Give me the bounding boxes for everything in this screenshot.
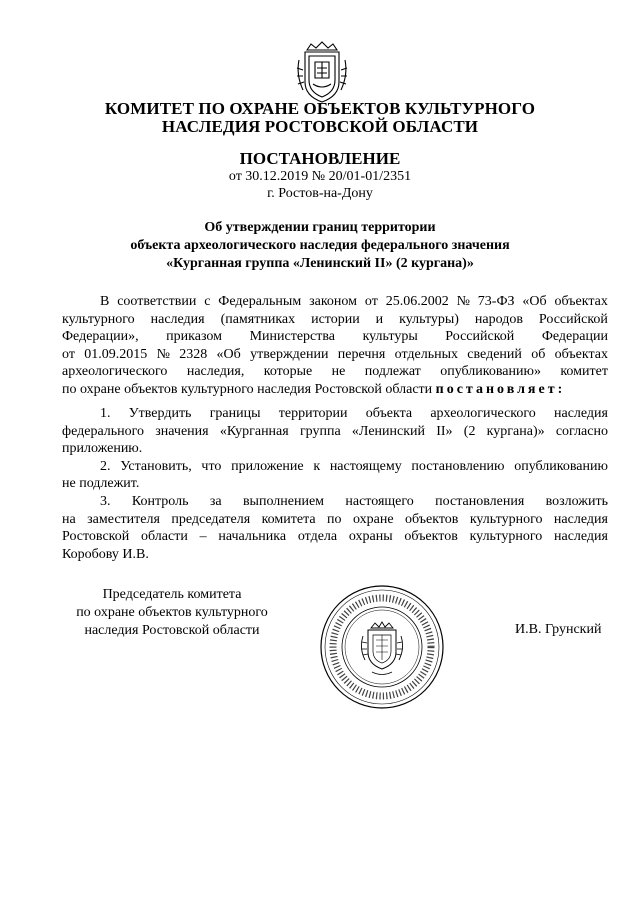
word: подлежат	[364, 364, 421, 380]
word: наследия	[554, 529, 608, 545]
word: наследия	[150, 311, 205, 327]
word: что	[201, 458, 222, 474]
word: выполнением	[242, 493, 325, 509]
word: приказом	[166, 329, 223, 345]
word: №	[156, 346, 170, 362]
document-type-title: ПОСТАНОВЛЕНИЕ	[239, 149, 401, 168]
word: 01.09.2015	[84, 346, 148, 362]
word: к	[313, 458, 321, 474]
word: с	[204, 294, 211, 309]
preamble-paragraph	[62, 293, 608, 399]
item-3-line	[62, 493, 608, 511]
word: культурного	[62, 311, 135, 327]
word: не	[331, 364, 346, 380]
word: наследия	[553, 511, 608, 527]
word: области	[141, 529, 188, 545]
word: отдела	[297, 529, 338, 545]
item-3-line	[62, 528, 608, 546]
word: комитет	[560, 364, 608, 380]
subject-line1: Об утверждении границ территории	[204, 220, 436, 235]
word: Российской	[538, 311, 608, 327]
word: В	[100, 294, 110, 309]
word: «Об	[216, 346, 241, 362]
word: настоящему	[329, 458, 402, 474]
word: кургана)»	[486, 423, 545, 439]
word: председателя	[171, 511, 251, 527]
decree-date-number: от 30.12.2019 № 20/01-01/2351	[228, 169, 412, 184]
word: на	[62, 511, 76, 527]
word: объектах	[554, 346, 608, 362]
word: «Ленинский	[351, 423, 426, 439]
word: культурного	[469, 511, 543, 527]
signatory-position-line1: Председатель комитета	[102, 587, 242, 602]
word: объектах	[554, 294, 608, 309]
organization-name-line2: НАСЛЕДИЯ РОСТОВСКОЙ ОБЛАСТИ	[161, 117, 479, 136]
word: объектов	[404, 529, 458, 545]
word: «Об	[522, 294, 547, 309]
preamble-line	[62, 311, 608, 329]
operative-items	[62, 405, 608, 563]
word: группа	[299, 423, 341, 439]
word: настоящего	[345, 493, 414, 509]
word: народов	[474, 311, 523, 327]
word: границы	[209, 406, 261, 421]
organization-name-line1: КОМИТЕТ ПО ОХРАНЕ ОБЪЕКТОВ КУЛЬТУРНОГО	[104, 99, 536, 118]
word: 2.	[100, 458, 111, 474]
word: отдельных	[394, 346, 458, 362]
word: и	[375, 311, 384, 327]
item-1-line	[62, 405, 608, 423]
word: Федерации»,	[62, 329, 139, 345]
word: истории	[311, 311, 360, 327]
word: 1.	[100, 406, 111, 421]
item-2-last-line: не подлежит.	[62, 476, 140, 492]
word: охраны	[348, 529, 393, 545]
word: сведений	[467, 346, 522, 362]
word: 3.	[100, 493, 111, 509]
word: опубликованию	[514, 458, 608, 474]
preamble-line	[62, 328, 608, 346]
item-3-line	[62, 511, 608, 529]
item-3-last-line: Коробову И.В.	[62, 546, 149, 562]
word: охране	[352, 511, 394, 527]
word: II»	[436, 423, 453, 439]
word: «Курганная	[219, 423, 289, 439]
issue-city: г. Ростов-на-Дону	[267, 186, 373, 201]
word: возложить	[545, 493, 608, 509]
word: объектов	[404, 511, 459, 527]
word: значения	[155, 423, 209, 439]
preamble-line	[62, 293, 608, 311]
word: археологического	[430, 406, 536, 421]
word: культуры	[362, 329, 418, 345]
word: объекта	[365, 406, 413, 421]
subject-line3: «Курганная группа «Ленинский II» (2 кургана)»	[166, 256, 474, 271]
official-round-seal-icon	[318, 584, 446, 710]
rostov-oblast-coat-of-arms-icon	[293, 40, 351, 106]
preamble-line	[62, 346, 608, 364]
word: постановлению	[411, 458, 505, 474]
word: Утвердить	[128, 406, 192, 421]
word: Контроль	[131, 493, 189, 509]
signatory-position	[62, 586, 282, 640]
subject-line2: объекта археологического наследия федерального значения	[130, 238, 510, 253]
word: утверждении	[250, 346, 329, 362]
word: от	[364, 294, 378, 309]
word: перечня	[337, 346, 386, 362]
word: постановления	[435, 493, 525, 509]
word: федерального	[62, 423, 145, 439]
word: 25.06.2002	[385, 294, 449, 309]
item-2-line	[62, 458, 608, 476]
word: Установить,	[120, 458, 192, 474]
word: законом	[309, 294, 357, 309]
signatory-name: И.В. Грунский	[515, 622, 602, 637]
item-1-last-line: приложению.	[62, 441, 143, 457]
word: Ростовской	[62, 529, 130, 545]
preamble-last-line	[62, 381, 608, 399]
word: (2	[463, 423, 476, 439]
preamble-last-text: по охране объектов культурного наследия Ростовской области	[62, 381, 436, 397]
word: культуры)	[399, 311, 459, 327]
item-1-line	[62, 423, 608, 441]
operative-keyword: постановляет:	[435, 381, 566, 397]
word: №	[456, 294, 470, 309]
word: территории	[278, 406, 348, 421]
word: Федерации	[541, 329, 608, 345]
word: 73-ФЗ	[477, 294, 515, 309]
word: археологического	[62, 364, 168, 380]
word: приложение	[231, 458, 304, 474]
word: которые	[263, 364, 313, 380]
signatory-position-line2: по охране объектов культурного	[76, 605, 268, 620]
word: заместителя	[87, 511, 160, 527]
word: комитета	[261, 511, 316, 527]
word: опубликованию»	[440, 364, 541, 380]
word: Федеральным	[218, 294, 302, 309]
word: начальника	[218, 529, 287, 545]
word: наследия	[554, 406, 608, 421]
signatory-position-line3: наследия Ростовской области	[84, 623, 260, 638]
word: Министерства	[249, 329, 336, 345]
word: соответствии	[117, 294, 197, 309]
word: –	[199, 529, 207, 545]
word: за	[209, 493, 222, 509]
word: Российской	[445, 329, 515, 345]
word: культурного	[469, 529, 543, 545]
word: согласно	[555, 423, 608, 439]
word: по	[327, 511, 342, 527]
word: об	[531, 346, 546, 362]
word: от	[62, 346, 75, 362]
word: наследия,	[186, 364, 245, 380]
word: (памятниках	[220, 311, 296, 327]
word: 2328	[179, 346, 208, 362]
preamble-line	[62, 363, 608, 381]
